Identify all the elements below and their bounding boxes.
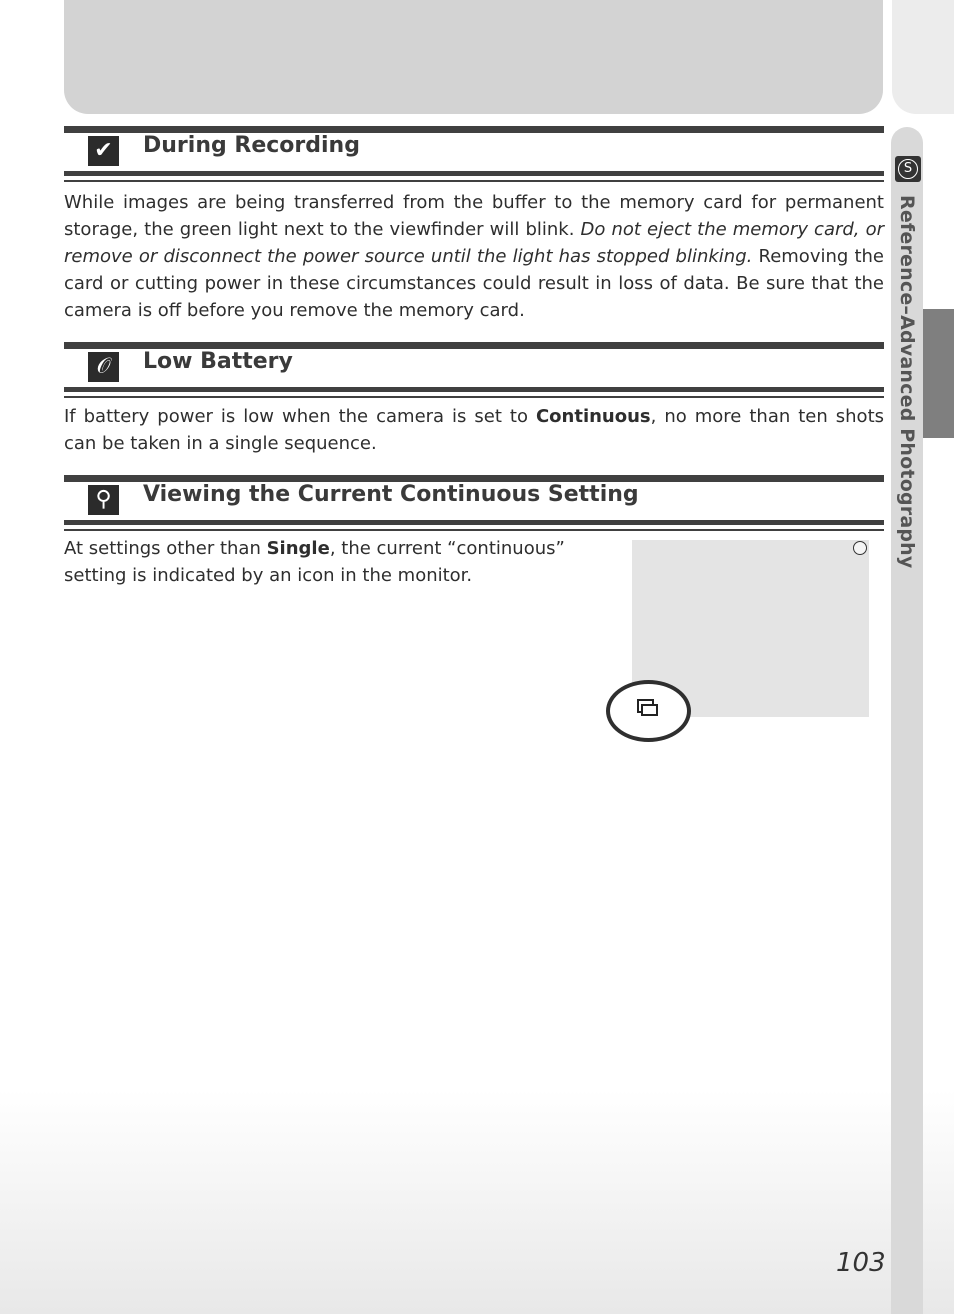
continuous-frames-icon [637,699,657,715]
header-bar-thin [64,529,884,531]
paperclip-icon: 𝒪 [88,352,119,382]
body-bold-term: Continuous [535,406,651,427]
body-text: While images are being transferred from the buffer to the memory card for permanent storage, the green light next to the viewfinder will blink. [64,192,884,240]
s-mode-icon [895,156,921,182]
header-bar-bottom [64,520,884,525]
header-bar-thin [64,396,884,398]
page-number: 103 [836,1248,886,1278]
section-header-during-recording [64,126,884,182]
section-body-low-battery [64,403,884,457]
body-italic-warning: Do not eject the memory card, or remove or disconnect the power source until the light has stopped blinking. [64,219,885,267]
checkmark-icon: ✔ [88,136,119,166]
header-bar-thin [64,180,884,182]
header-bar-top [64,126,884,133]
body-text: If battery power is low when the camera is set to [64,406,536,427]
section-title: Low Battery [143,349,293,374]
section-title: During Recording [143,133,360,158]
frame-front-icon [641,704,658,716]
section-body-during-recording [64,189,884,324]
section-header-continuous-setting [64,475,884,531]
header-bar-top [64,475,884,482]
section-title: Viewing the Current Continuous Setting [143,482,639,507]
section-body-continuous-setting [64,535,599,589]
s-mode-letter: S [898,159,918,179]
mode-indicator-icon [853,541,867,555]
header-bar-top [64,342,884,349]
body-text: At settings other than [64,538,267,559]
header-bar-bottom [64,171,884,176]
side-section-tab [923,309,954,438]
section-header-low-battery [64,342,884,398]
body-text: , the current “continuous” setting is indicated by an icon in the monitor. [64,538,565,586]
body-bold-term: Single [266,538,330,559]
magnifier-icon: ⚲ [88,485,119,515]
header-decor-block [64,0,883,114]
side-chapter-label: Reference–Advanced Photography [896,195,918,569]
body-text: Removing the card or cutting power in these circumstances could result in loss of data. Be sure that the camera is off before you remove the memory card. [64,246,884,321]
header-bar-bottom [64,387,884,392]
header-corner-decor [892,0,954,114]
body-text: , no more than ten shots can be taken in a single sequence. [64,406,885,454]
